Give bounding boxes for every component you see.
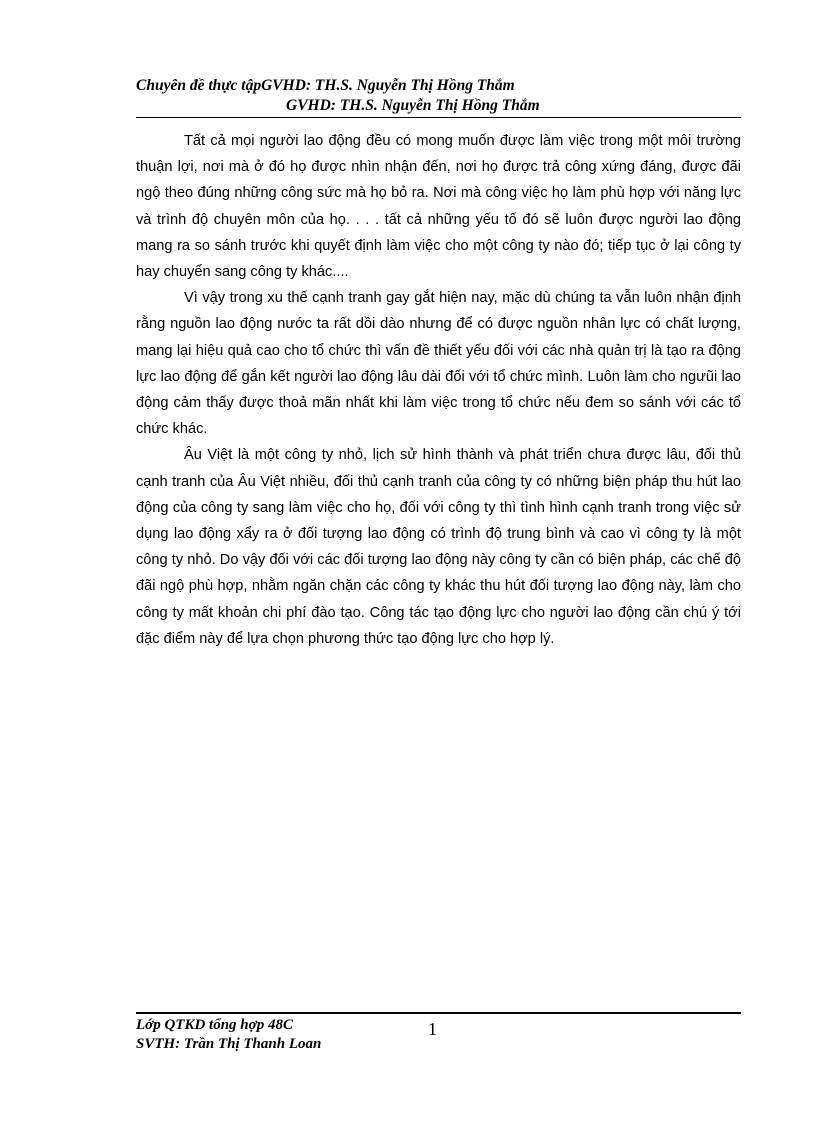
paragraph-3: Âu Việt là một công ty nhỏ, lịch sử hình thành và phát triển chưa được lâu, đối thủ cạnh tranh của Âu Việt nhiều, đối thủ cạnh tranh của công ty có những biện pháp thu hút lao động của công ty sang làm việc cho họ, đối với công ty thì tình hình cạnh tranh trong việc sử dụng lao động xẩy ra ở đối tượng lao động có trình độ trung bình và cao vì công ty là một công ty nhỏ. Do vậy đối với các đối tượng lao động này công ty cần có biện pháp, các chế độ đãi ngộ phù hợp, nhằm ngăn chặn các công ty khác thu hút đối tượng lao động này, làm cho công ty mất khoản chi phí đào tạo. Công tác tạo động lực cho người lao động cần chú ý tới đặc điểm này để lựa chọn phương thức tạo động lực cho hợp lý. <box>136 447 741 647</box>
paragraph-2: Vì vậy trong xu thế cạnh tranh gay gắt hiện nay, mặc dù chúng ta vẫn luôn nhận định rằng nguồn lao động nước ta rất dồi dào nhưng để có được nguồn nhân lực có chất lượng, mang lại hiệu quả cao cho tổ chức thì vấn đề thiết yếu đối với các nhà quản trị là tạo ra động lực lao động để gắn kết người lao động lâu dài đối với tổ chức mình. Luôn làm cho ngưũi lao động cảm thấy được thoả mãn nhất khi làm việc trong tổ chức nếu đem so sánh với các tổ chức khác. <box>136 290 741 438</box>
header-line-2: GVHD: TH.S. Nguyễn Thị Hồng Thắm <box>286 97 540 114</box>
paragraph-1: Tất cả mọi người lao động đều có mong muốn được làm việc trong một môi trường thuận lợi, nơi mà ở đó họ được nhìn nhận đến, nơi họ được trả công xứng đáng, được đãi ngộ theo đúng những công sức mà họ bỏ ra. Nơi mà công việc họ làm phù hợp với năng lực và trình độ chuyên môn của họ. . . . tất cả những yếu tố đó sẽ luôn được người lao động mang ra so sánh trước khi quyết định làm việc cho một công ty nào đó; tiếp tục ở lại công ty hay chuyển sang công ty khác.... <box>136 133 741 281</box>
header-line-1: Chuyên đề thực tậpGVHD: TH.S. Nguyễn Thị Hồng Thắm <box>136 77 515 94</box>
footer-class-line: Lớp QTKD tổng hợp 48C <box>136 1017 293 1033</box>
document-body <box>136 128 741 652</box>
footer-rule <box>136 1012 741 1014</box>
header-rule <box>136 117 741 118</box>
page-footer <box>136 1016 741 1054</box>
page-number: 1 <box>428 1019 437 1039</box>
footer-student-line: SVTH: Trần Thị Thanh Loan <box>136 1036 322 1052</box>
page-header <box>136 76 741 116</box>
